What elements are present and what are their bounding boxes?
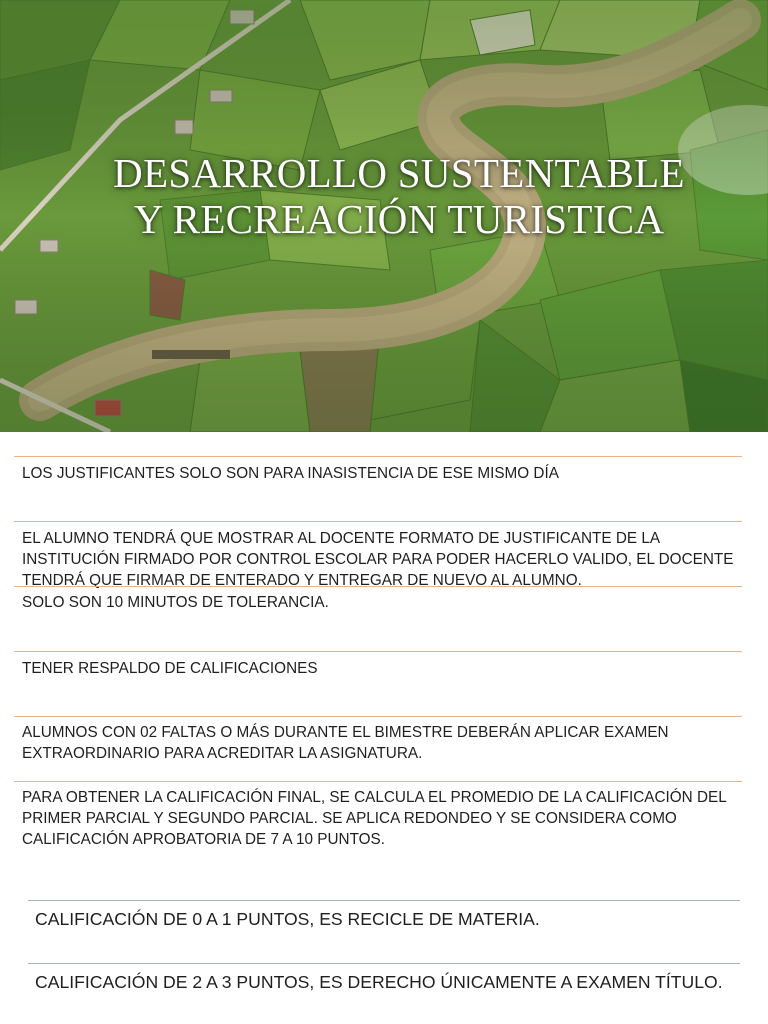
- grade-text: CALIFICACIÓN DE 0 A 1 PUNTOS, ES RECICLE DE MATERIA.: [35, 909, 540, 929]
- hero-aerial-image: [0, 0, 768, 432]
- rule-text: PARA OBTENER LA CALIFICACIÓN FINAL, SE CALCULA EL PROMEDIO DE LA CALIFICACIÓN DEL PRIMER PARCIAL Y SEGUNDO PARCIAL. SE APLICA REDONDEO Y SE CONSIDERA COMO CALIFICACIÓN APROBATORIA DE 7 A 10 PUNTOS.: [22, 789, 727, 848]
- rule-text: LOS JUSTIFICANTES SOLO SON PARA INASISTENCIA DE ESE MISMO DÍA: [22, 465, 559, 482]
- rule-item: [14, 521, 742, 591]
- rule-item: [14, 586, 742, 613]
- rule-item: [14, 651, 742, 679]
- rule-text: SOLO SON 10 MINUTOS DE TOLERANCIA.: [22, 594, 329, 611]
- rule-item: [14, 781, 742, 850]
- slide-title-line-1: DESARROLLO SUSTENTABLE: [113, 150, 685, 196]
- rule-text: EL ALUMNO TENDRÁ QUE MOSTRAR AL DOCENTE FORMATO DE JUSTIFICANTE DE LA INSTITUCIÓN FIRMADO POR CONTROL ESCOLAR PARA PODER HACERLO VALIDO, EL DOCENTE TENDRÁ QUE FIRMAR DE ENTERADO Y ENTREGAR DE NUEVO AL ALUMNO.: [22, 530, 734, 589]
- rule-text: ALUMNOS CON 02 FALTAS O MÁS DURANTE EL BIMESTRE DEBERÁN APLICAR EXAMEN EXTRAORDINARIO PARA ACREDITAR LA ASIGNATURA.: [22, 724, 669, 762]
- grade-item: [28, 900, 740, 931]
- slide-title-line-2: Y RECREACIÓN TURISTICA: [133, 196, 665, 242]
- rule-item: [14, 456, 742, 484]
- rule-item: [14, 716, 742, 764]
- slide-title: [0, 150, 768, 242]
- grade-item: [28, 963, 740, 994]
- grade-text: CALIFICACIÓN DE 2 A 3 PUNTOS, ES DERECHO ÚNICAMENTE A EXAMEN TÍTULO.: [35, 972, 723, 992]
- rule-text: TENER RESPALDO DE CALIFICACIONES: [22, 660, 318, 677]
